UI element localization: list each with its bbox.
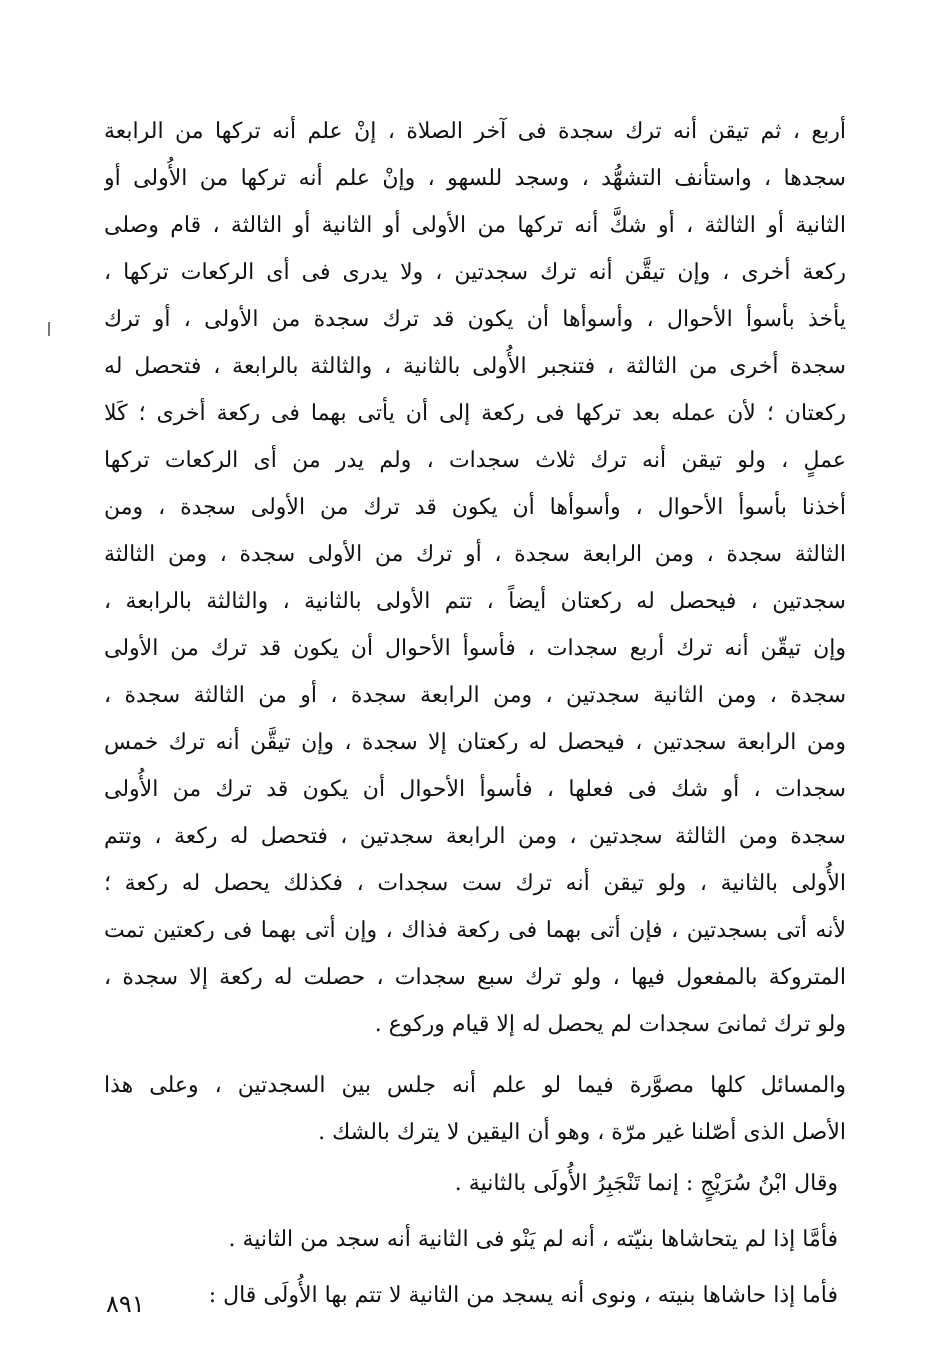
case-without-intention: فأمَّا إذا لم يتحاشاها بنيّته ، أنه لم يَنْو فى الثانية أنه سجد من الثانية . xyxy=(228,1227,838,1252)
paragraph-fiqh-rules xyxy=(104,108,846,1048)
text-line: سجدات ، أو شك فى فعلها ، فأسوأ الأحوال أن يكون قد ترك من الأُولى xyxy=(104,777,846,802)
text-line: لأنه أتى بسجدتين ، فإن أتى بهما فى ركعة فذاك ، وإن أتى بهما فى ركعتين تمت xyxy=(104,918,846,943)
text-line: المتروكة بالمفعول فيها ، ولو ترك سبع سجدات ، حصلت له ركعة إلا سجدة ، xyxy=(104,965,846,990)
ibn-surayj-quote: وقال ابْنُ سُرَيْجٍ : إنما تَنْجَبِرُ الأُولَى بالثانية . xyxy=(454,1171,838,1196)
text-line: والمسائل كلها مصوَّرة فيما لو علم أنه جلس بين السجدتين ، وعلى هذا xyxy=(104,1073,846,1098)
text-line: سجدة ، ومن الثانية سجدتين ، ومن الرابعة سجدة ، أو من الثالثة سجدة ، xyxy=(104,683,846,708)
case-with-intention: فأما إذا حاشاها بنيته ، ونوى أنه يسجد من الثانية لا تتم بها الأُولَى قال : xyxy=(208,1283,838,1308)
text-line: سجدة أخرى من الثالثة ، فتنجبر الأُولى بالثانية ، والثالثة بالرابعة ، فتحصل له xyxy=(104,354,846,379)
text-line: الثانية أو الثالثة ، أو شكَّ أنه تركها من الأولى أو الثانية أو الثالثة ، قام وصلى xyxy=(104,213,846,238)
paragraph-conclusion xyxy=(104,1062,846,1156)
paragraph-gap xyxy=(104,1048,846,1062)
text-line: عملٍ ، ولو تيقن أنه ترك ثلاث سجدات ، ولم يدر من أى الركعات تركها xyxy=(104,448,846,473)
text-line: أربع ، ثم تيقن أنه ترك سجدة فى آخر الصلاة ، إنْ علم أنه تركها من الرابعة xyxy=(104,119,846,144)
text-line: يأخذ بأسوأ الأحوال ، وأسوأها أن يكون قد ترك سجدة من الأولى ، أو ترك xyxy=(104,307,846,332)
page-body xyxy=(104,108,846,1324)
text-line: ركعتان ؛ لأن عمله بعد تركها فى ركعة إلى أن يأتى بهما فى ركعة أخرى ؛ كَلا xyxy=(104,401,846,426)
text-line: ولو ترك ثمانىَ سجدات لم يحصل له إلا قيام وركوع . xyxy=(374,1012,846,1037)
text-line: ومن الرابعة سجدتين ، فيحصل له ركعتان إلا سجدة ، وإن تيقَّن أنه ترك خمس xyxy=(104,730,846,755)
text-line: سجدة ومن الثالثة سجدتين ، ومن الرابعة سجدتين ، فتحصل له ركعة ، وتتم xyxy=(104,824,846,849)
margin-mark xyxy=(48,322,50,336)
text-line: أخذنا بأسوأ الأحوال ، وأسوأها أن يكون قد ترك من الأولى سجدة ، ومن xyxy=(104,495,846,520)
text-line: سجدها ، واستأنف التشهُّد ، وسجد للسهو ، وإنْ علم أنه تركها من الأُولى أو xyxy=(104,166,846,191)
text-line: وإن تيقّن أنه ترك أربع سجدات ، فأسوأ الأحوال أن يكون قد ترك من الأولى xyxy=(104,636,846,661)
text-line: الثالثة سجدة ، ومن الرابعة سجدة ، أو ترك من الأولى سجدة ، ومن الثالثة xyxy=(104,542,846,567)
text-line: الأصل الذى أصّلنا غير مرّة ، وهو أن اليقين لا يترك بالشك . xyxy=(318,1120,846,1145)
text-line: الأُولى بالثانية ، ولو تيقن أنه ترك ست سجدات ، فكذلك يحصل له ركعة ؛ xyxy=(104,871,846,896)
text-line: سجدتين ، فيحصل له ركعتان أيضاً ، تتم الأولى بالثانية ، والثالثة بالرابعة ، xyxy=(104,589,846,614)
page-number: ٨٩١ xyxy=(106,1290,145,1318)
text-line: ركعة أخرى ، وإن تيقَّن أنه ترك سجدتين ، ولا يدرى فى أى الركعات تركها ، xyxy=(104,260,846,285)
